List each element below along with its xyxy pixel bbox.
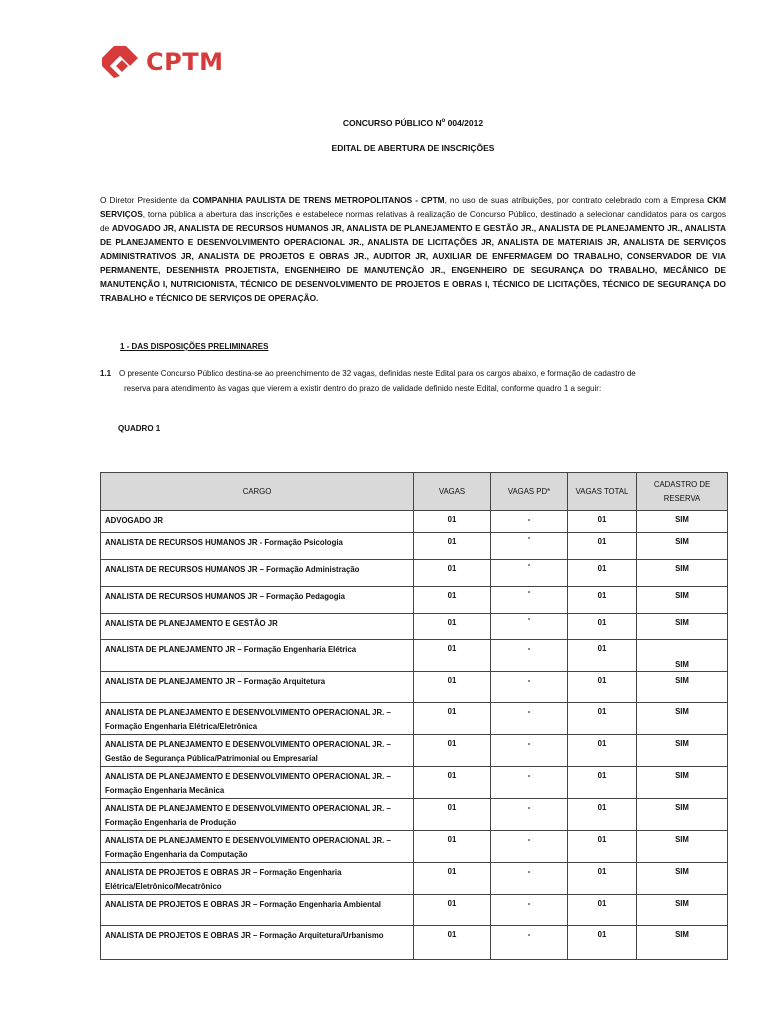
cell-cargo: ANALISTA DE PLANEJAMENTO E DESENVOLVIMENTO OPERACIONAL JR. – Formação Engenharia de Produção bbox=[101, 799, 414, 831]
table-row bbox=[101, 926, 728, 960]
document-title: CONCURSO PÚBLICO $N^o$ 004/2012 bbox=[342, 118, 484, 128]
cell-cargo: ADVOGADO JR bbox=[101, 511, 414, 533]
cell-vagas-total: 01 bbox=[568, 511, 637, 533]
cell-cadastro-reserva: SIM bbox=[637, 640, 728, 672]
cell-vagas: 01 bbox=[414, 735, 491, 767]
intro-run: O Diretor Presidente da bbox=[100, 195, 193, 205]
cell-vagas-total: 01 bbox=[568, 863, 637, 895]
cell-cargo: ANALISTA DE PLANEJAMENTO E DESENVOLVIMENTO OPERACIONAL JR. – Formação Engenharia Mecânica bbox=[101, 767, 414, 799]
table-row bbox=[101, 735, 728, 767]
cell-cargo: ANALISTA DE PROJETOS E OBRAS JR – Formação Engenharia Ambiental bbox=[101, 895, 414, 926]
vacancies-table bbox=[100, 472, 728, 960]
cell-cadastro-reserva: SIM bbox=[637, 735, 728, 767]
cell-vagas-total: 01 bbox=[568, 672, 637, 703]
cptm-logo bbox=[100, 44, 223, 80]
cell-cadastro-reserva: SIM bbox=[637, 799, 728, 831]
cell-vagas: 01 bbox=[414, 560, 491, 587]
cell-cargo: ANALISTA DE PROJETOS E OBRAS JR – Formação Arquitetura/Urbanismo bbox=[101, 926, 414, 960]
cell-cadastro-reserva: SIM bbox=[637, 560, 728, 587]
table-row bbox=[101, 895, 728, 926]
cell-vagas: 01 bbox=[414, 799, 491, 831]
cell-vagas-pd: - bbox=[491, 863, 568, 895]
section-title: 1 - DAS DISPOSIÇÕES PRELIMINARES bbox=[120, 342, 269, 351]
cell-vagas: 01 bbox=[414, 767, 491, 799]
intro-paragraph bbox=[100, 193, 726, 305]
cell-vagas: 01 bbox=[414, 533, 491, 560]
cell-vagas: 01 bbox=[414, 895, 491, 926]
table-row bbox=[101, 831, 728, 863]
cell-vagas-pd: - bbox=[491, 703, 568, 735]
cell-vagas-pd: - bbox=[491, 640, 568, 672]
cell-vagas-total: 01 bbox=[568, 640, 637, 672]
intro-run: , torna pública a abertura das inscrições e estabelece normas relativas à realização de Concurso Público, destinado a selecionar candidatos para os cargos de bbox=[100, 209, 726, 233]
cell-cargo: ANALISTA DE PROJETOS E OBRAS JR – Formação Engenharia Elétrica/Eletrônico/Mecatrônico bbox=[101, 863, 414, 895]
cell-cargo: ANALISTA DE PLANEJAMENTO JR – Formação Engenharia Elétrica bbox=[101, 640, 414, 672]
cell-vagas-pd: - bbox=[491, 560, 568, 587]
cell-cadastro-reserva: SIM bbox=[637, 587, 728, 614]
cell-cadastro-reserva: SIM bbox=[637, 672, 728, 703]
cell-cargo: ANALISTA DE PLANEJAMENTO E GESTÃO JR bbox=[101, 614, 414, 640]
cell-vagas-total: 01 bbox=[568, 560, 637, 587]
cell-vagas-total: 01 bbox=[568, 703, 637, 735]
item-number: 1.1 bbox=[100, 369, 112, 378]
table-row bbox=[101, 703, 728, 735]
table-header-row bbox=[101, 473, 728, 511]
cell-vagas-pd: - bbox=[491, 926, 568, 960]
cell-vagas: 01 bbox=[414, 863, 491, 895]
table-row bbox=[101, 533, 728, 560]
cell-cargo: ANALISTA DE RECURSOS HUMANOS JR - Formação Psicologia bbox=[101, 533, 414, 560]
table-row bbox=[101, 863, 728, 895]
cell-vagas-pd: - bbox=[491, 672, 568, 703]
cell-vagas-pd: - bbox=[491, 511, 568, 533]
cell-vagas-pd: - bbox=[491, 831, 568, 863]
header-vagas-pd: VAGAS PD* bbox=[491, 473, 568, 511]
cell-cargo: ANALISTA DE PLANEJAMENTO E DESENVOLVIMENTO OPERACIONAL JR. – Gestão de Segurança Pública/Patrimonial ou Empresarial bbox=[101, 735, 414, 767]
item-text-line1: O presente Concurso Público destina-se ao preenchimento de 32 vagas, definidas neste Edital para os cargos abaixo, e formação de cadastro de bbox=[119, 369, 636, 378]
cell-vagas-total: 01 bbox=[568, 767, 637, 799]
quadro-label: QUADRO 1 bbox=[118, 424, 161, 433]
cell-cadastro-reserva: SIM bbox=[637, 863, 728, 895]
intro-run: , no uso de suas atribuições, por contrato celebrado com a Empresa bbox=[444, 195, 708, 205]
cell-vagas: 01 bbox=[414, 511, 491, 533]
intro-run: ADVOGADO JR, ANALISTA DE RECURSOS HUMANOS JR, ANALISTA DE PLANEJAMENTO E GESTÃO JR., ANALISTA DE PLANEJAMENTO JR., ANALISTA DE PLANEJAMENTO E DESENVOLVIMENTO OPERACIONAL JR., ANALISTA DE LICITAÇÕES JR, ANALISTA DE MATERIAIS JR, ANALISTA DE SERVIÇOS ADMINISTRATIVOS JR, ANALISTA DE PROJETOS E OBRAS JR., AUDITOR JR, AUXILIAR DE ENFERMAGEM DO TRABALHO, CONSERVADOR DE VIA PERMANENTE, DESENHISTA PROJETISTA, ENGENHEIRO DE MANUTENÇÃO JR., ENGENHEIRO DE SEGURANÇA DO TRABALHO, MECÂNICO DE MANUTENÇÃO I, NUTRICIONISTA, TÉCNICO DE DESENVOLVIMENTO DE PROJETOS E OBRAS I, TÉCNICO DE LICITAÇÕES, TÉCNICO DE SEGURANÇA DO TRABALHO e TÉCNICO DE SERVIÇOS DE OPERAÇÃO. bbox=[100, 223, 726, 303]
cell-vagas: 01 bbox=[414, 831, 491, 863]
cell-vagas-pd: - bbox=[491, 767, 568, 799]
intro-run: COMPANHIA PAULISTA DE TRENS METROPOLITANOS - CPTM bbox=[192, 195, 445, 205]
cell-cadastro-reserva: SIM bbox=[637, 703, 728, 735]
cell-vagas-pd: - bbox=[491, 614, 568, 640]
header-vagas: VAGAS bbox=[414, 473, 491, 511]
cell-cadastro-reserva: SIM bbox=[637, 895, 728, 926]
cell-vagas-pd: - bbox=[491, 587, 568, 614]
cell-vagas: 01 bbox=[414, 587, 491, 614]
cell-vagas-total: 01 bbox=[568, 926, 637, 960]
cell-cargo: ANALISTA DE RECURSOS HUMANOS JR – Formação Administração bbox=[101, 560, 414, 587]
item-text-line2: reserva para atendimento às vagas que vierem a existir dentro do prazo de validade definido neste Edital, conforme quadro 1 a seguir: bbox=[124, 383, 602, 393]
cell-vagas-total: 01 bbox=[568, 614, 637, 640]
cell-vagas-total: 01 bbox=[568, 735, 637, 767]
table-row bbox=[101, 560, 728, 587]
cell-vagas: 01 bbox=[414, 926, 491, 960]
table-row bbox=[101, 614, 728, 640]
cell-vagas-total: 01 bbox=[568, 533, 637, 560]
cell-vagas-total: 01 bbox=[568, 587, 637, 614]
cell-cadastro-reserva: SIM bbox=[637, 767, 728, 799]
document-subtitle: EDITAL DE ABERTURA DE INSCRIÇÕES bbox=[331, 143, 495, 153]
table-row bbox=[101, 640, 728, 672]
cptm-logo-icon bbox=[100, 44, 140, 80]
intro-run: CKM SERVIÇOS bbox=[100, 195, 727, 219]
cell-cadastro-reserva: SIM bbox=[637, 533, 728, 560]
table-row bbox=[101, 799, 728, 831]
cell-vagas-pd: - bbox=[491, 735, 568, 767]
cell-vagas-pd: - bbox=[491, 533, 568, 560]
header-cargo: CARGO bbox=[101, 473, 414, 511]
cell-cargo: ANALISTA DE PLANEJAMENTO JR – Formação Arquitetura bbox=[101, 672, 414, 703]
cell-vagas-total: 01 bbox=[568, 895, 637, 926]
cell-cargo: ANALISTA DE RECURSOS HUMANOS JR – Formação Pedagogia bbox=[101, 587, 414, 614]
cell-vagas: 01 bbox=[414, 703, 491, 735]
table-row bbox=[101, 672, 728, 703]
cell-cadastro-reserva: SIM bbox=[637, 831, 728, 863]
cell-vagas: 01 bbox=[414, 614, 491, 640]
item-1-1 bbox=[100, 367, 726, 396]
cell-cadastro-reserva: SIM bbox=[637, 614, 728, 640]
cell-cadastro-reserva: SIM bbox=[637, 926, 728, 960]
cell-vagas-total: 01 bbox=[568, 831, 637, 863]
table-row bbox=[101, 587, 728, 614]
header-vagas-total: VAGAS TOTAL bbox=[568, 473, 637, 511]
cell-vagas-pd: - bbox=[491, 895, 568, 926]
cell-cargo: ANALISTA DE PLANEJAMENTO E DESENVOLVIMENTO OPERACIONAL JR. – Formação Engenharia Elétrica/Eletrônica bbox=[101, 703, 414, 735]
cell-vagas-pd: - bbox=[491, 799, 568, 831]
cell-vagas: 01 bbox=[414, 672, 491, 703]
cell-vagas: 01 bbox=[414, 640, 491, 672]
cell-vagas-total: 01 bbox=[568, 799, 637, 831]
table-row bbox=[101, 767, 728, 799]
brand-name: CPTM bbox=[146, 48, 224, 76]
table-row bbox=[101, 511, 728, 533]
header-cadastro-reserva: CADASTRO DE RESERVA bbox=[637, 473, 728, 511]
cell-cadastro-reserva: SIM bbox=[637, 511, 728, 533]
cell-cargo: ANALISTA DE PLANEJAMENTO E DESENVOLVIMENTO OPERACIONAL JR. – Formação Engenharia da Computação bbox=[101, 831, 414, 863]
